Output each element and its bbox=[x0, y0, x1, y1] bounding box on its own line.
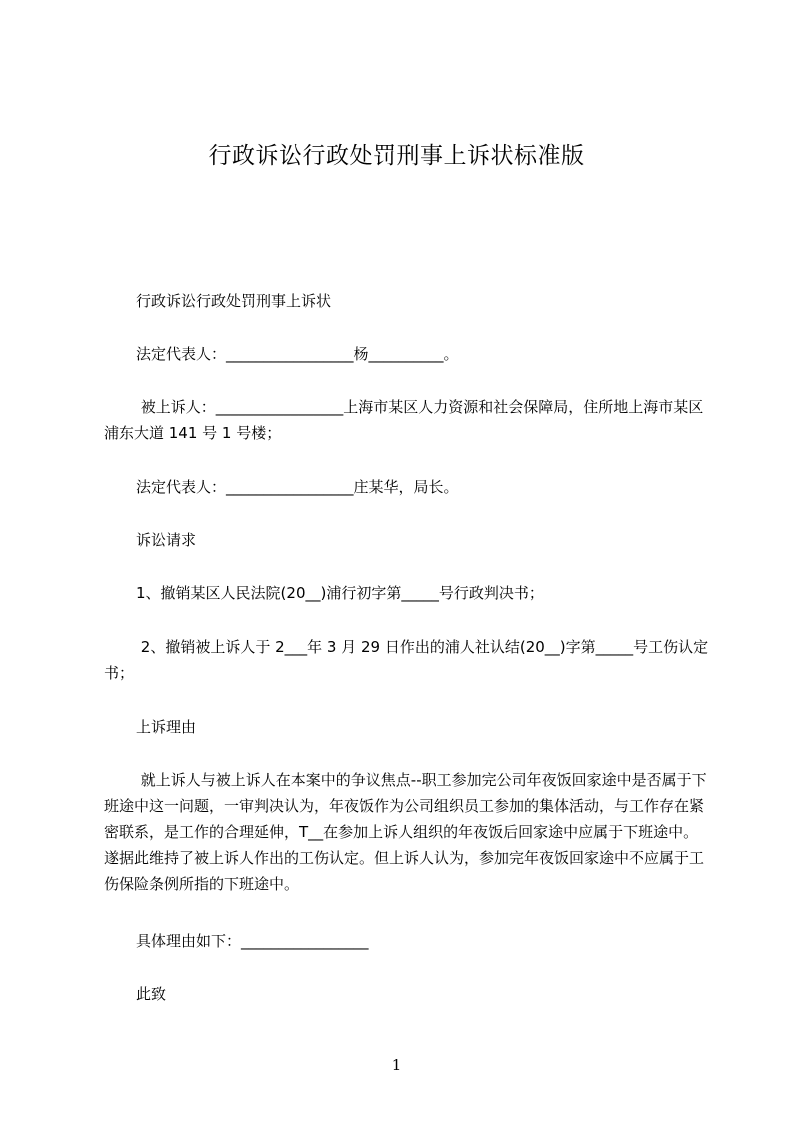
paragraph-reasons-heading: 上诉理由 bbox=[136, 718, 197, 736]
paragraph-reasons-body: 就上诉人与被上诉人在本案中的争议焦点--职工参加完公司年夜饭回家途中是否属于下班途中这一问题，一审判决认为，年夜饭作为公司组织员工参加的集体活动，与工作存在紧密联系，是工作的合理延伸，T__在参加上诉人组织的年夜饭后回家途中应属于下班途中。遂据此维持了被上诉人作出的工伤认定。但上诉人认为，参加完年夜饭回家途中不应属于工伤保险条例所指的下班途中。 bbox=[104, 771, 707, 893]
paragraph-closing: 此致 bbox=[136, 985, 167, 1003]
paragraph-claim-1: 1、撤销某区人民法院(20__)浦行初字第_____号行政判决书； bbox=[136, 584, 544, 602]
paragraph-claim-2: 2、撤销被上诉人于 2___年 3 月 29 日作出的浦人社认结(20__)字第_____号工伤认定书； bbox=[104, 638, 709, 682]
page-number: 1 bbox=[391, 1056, 402, 1074]
paragraph-specific-reasons: 具体理由如下：_________________ bbox=[136, 932, 369, 950]
paragraph-appellee: 被上诉人：_________________上海市某区人力资源和社会保障局，住所地上海市某区浦东大道 141 号 1 号楼； bbox=[104, 398, 704, 442]
paragraph-legal-representative-appellant: 法定代表人：_________________杨__________。 bbox=[136, 345, 459, 363]
paragraph-legal-representative-appellee: 法定代表人：_________________庄某华，局长。 bbox=[136, 478, 459, 496]
paragraph-claims-heading: 诉讼请求 bbox=[136, 531, 197, 549]
paragraph-heading: 行政诉讼行政处罚刑事上诉状 bbox=[136, 292, 332, 310]
document-title: 行政诉讼行政处罚刑事上诉状标准版 bbox=[208, 143, 585, 169]
